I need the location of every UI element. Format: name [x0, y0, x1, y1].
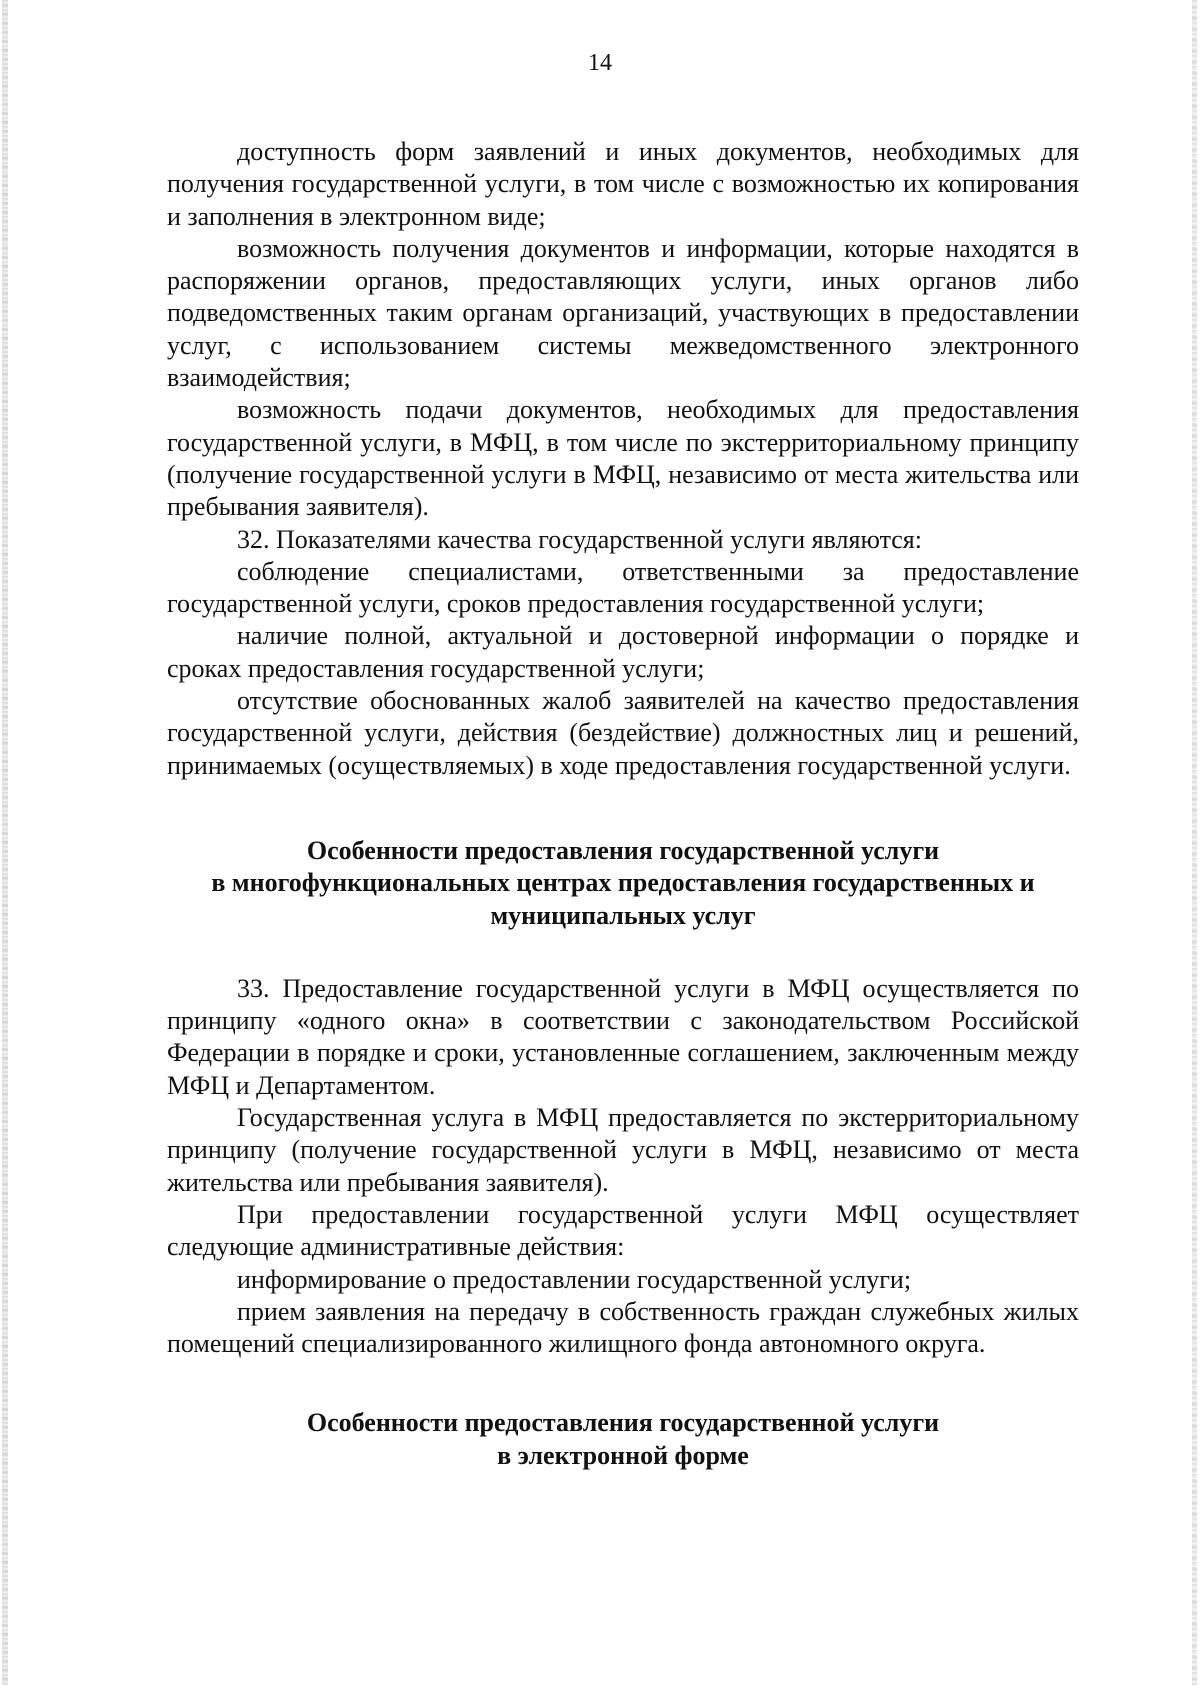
document-body: [167, 136, 1079, 1472]
heading-line: в электронной форме: [497, 1440, 749, 1470]
section-heading-mfc: [167, 835, 1079, 932]
paragraph: прием заявления на передачу в собственность граждан служебных жилых помещений специализированного жилищного фонда автономного округа.: [167, 1296, 1079, 1359]
scan-edge-right: [1192, 0, 1197, 1685]
paragraph: соблюдение специалистами, ответственными за предоставление государственной услуги, сроков предоставления государственной услуги;: [167, 556, 1079, 619]
paragraph: информирование о предоставлении государственной услуги;: [237, 1264, 912, 1294]
paragraph: отсутствие обоснованных жалоб заявителей на качество предоставления государственной услуги, действия (бездействие) должностных лиц и решений, принимаемых (осуществляемых) в ходе предоставления государственной услуги.: [167, 686, 1079, 780]
scan-edge-left: [2, 0, 8, 1685]
paragraph: возможность подачи документов, необходимых для предоставления государственной услуги, в МФЦ, в том числе по экстерриториальному принципу (получение государственной услуги в МФЦ, независимо от места жительства или пребывания заявителя).: [167, 395, 1079, 522]
paragraph: доступность форм заявлений и иных документов, необходимых для получения государственной услуги, в том числе с возможностью их копирования и заполнения в электронном виде;: [167, 137, 1079, 231]
paragraph: наличие полной, актуальной и достоверной информации о порядке и сроках предоставления государственной услуги;: [167, 621, 1079, 683]
paragraph: возможность получения документов и информации, которые находятся в распоряжении органов, предоставляющих услуги, иных органов либо подведомственных таким органам организаций, участвующих в предоставлении услуг, с использованием системы межведомственного электронного взаимодействия;: [167, 233, 1079, 393]
paragraph: Государственная услуга в МФЦ предоставляется по экстерриториальному принципу (получение государственной услуги в МФЦ, независимо от места жительства или пребывания заявителя).: [167, 1103, 1079, 1197]
heading-line: Особенности предоставления государственной услуги: [306, 1408, 940, 1438]
paragraph: При предоставлении государственной услуги МФЦ осуществляет следующие административные действия:: [167, 1199, 1079, 1262]
section-heading-electronic: [167, 1407, 1079, 1472]
paragraph: 32. Показателями качества государственной услуги являются:: [237, 524, 922, 554]
heading-line: муниципальных услуг: [490, 900, 756, 930]
heading-line: в многофункциональных центрах предоставления государственных и: [211, 868, 1035, 898]
paragraph: 33. Предоставление государственной услуги в МФЦ осуществляется по принципу «одного окна» в соответствии с законодательством Российской Федерации в порядке и сроки, установленные соглашением, заключенным между МФЦ и Департаментом.: [167, 973, 1079, 1100]
heading-line: Особенности предоставления государственной услуги: [306, 835, 940, 865]
page-number: 14: [588, 50, 612, 76]
